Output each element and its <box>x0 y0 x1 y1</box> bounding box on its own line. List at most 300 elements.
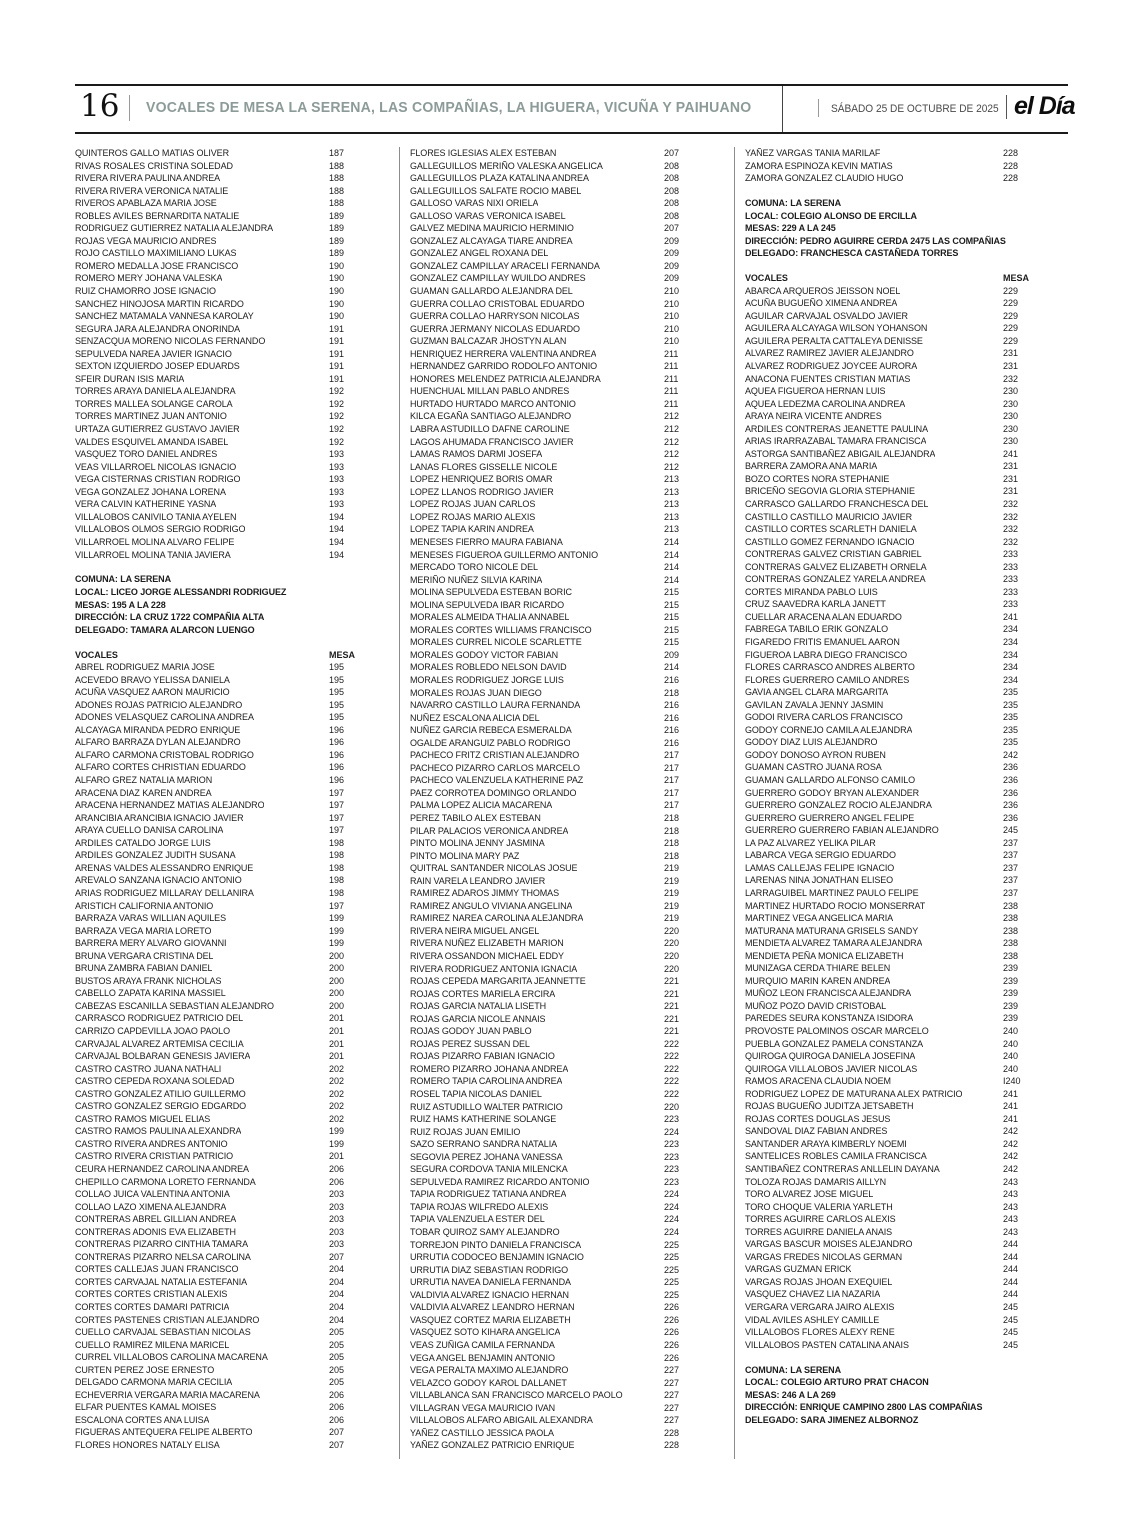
mesa-number: 238 <box>1003 925 1019 936</box>
vocal-name: ROJAS VEGA MAURICIO ANDRES <box>75 235 217 246</box>
table-row <box>410 498 702 511</box>
vocal-name: CONTRERAS GALVEZ CRISTIAN GABRIEL <box>745 549 922 560</box>
mesa-number: 213 <box>664 486 680 497</box>
table-row <box>745 1188 1041 1201</box>
mesa-number: 210 <box>664 298 680 309</box>
table-row <box>410 825 702 838</box>
vocal-name: GALVEZ MEDINA MAURICIO HERMINIO <box>410 223 574 234</box>
table-row <box>410 298 702 311</box>
mesa-number: 244 <box>1003 1289 1019 1300</box>
table-row <box>410 436 702 449</box>
vocal-name: RIVAS ROSALES CRISTINA SOLEDAD <box>75 160 233 171</box>
vocal-name: SEGURA JARA ALEJANDRA ONORINDA <box>75 323 241 334</box>
table-row <box>410 812 702 825</box>
mesa-number: 193 <box>329 486 345 497</box>
mesa-number: 210 <box>664 286 680 297</box>
mesa-number: 233 <box>1003 599 1019 610</box>
mesa-number: 215 <box>664 587 680 598</box>
mesa-number: 219 <box>664 913 680 924</box>
table-row <box>75 1276 367 1289</box>
vocal-name: BRUNA VERGARA CRISTINA DEL <box>75 950 214 961</box>
table-row <box>745 548 1041 561</box>
vocal-name: VASQUEZ CORTEZ MARIA ELIZABETH <box>410 1314 571 1325</box>
table-row <box>410 1389 702 1402</box>
mesa-number: 207 <box>329 1440 345 1451</box>
mesa-number: 203 <box>329 1214 345 1225</box>
mesa-number: 212 <box>664 449 680 460</box>
vocal-name: CASTRO RIVERA CRISTIAN PATRICIO <box>75 1151 234 1162</box>
vocal-name: FLORES IGLESIAS ALEX ESTEBAN <box>410 148 557 158</box>
mesa-number: 226 <box>664 1327 680 1338</box>
vocal-name: GUERRERO GUERRERO FABIAN ALEJANDRO <box>745 825 939 836</box>
table-row <box>410 210 702 223</box>
table-row <box>410 1213 702 1226</box>
mesa-number: 239 <box>1003 1000 1019 1011</box>
vocal-name: MENESES FIERRO MAURA FABIANA <box>410 536 563 547</box>
table-row <box>410 900 702 913</box>
table-row <box>410 1339 702 1352</box>
mesa-number: 212 <box>664 436 680 447</box>
table-row <box>410 523 702 536</box>
vocal-name: TOLOZA ROJAS DAMARIS AILLYN <box>745 1176 887 1187</box>
mesa-number: 232 <box>1003 499 1019 509</box>
mesa-number: 192 <box>329 411 345 422</box>
table-row <box>745 1213 1041 1226</box>
vocal-name: FIGUEROA LABRA DIEGO FRANCISCO <box>745 649 908 660</box>
vocal-name: VILLALOBOS PASTEN CATALINA ANAIS <box>745 1339 909 1350</box>
vocal-name: VILLALOBOS CANIVILO TANIA AYELEN <box>75 511 237 522</box>
vocal-name: TORO ALVAREZ JOSE MIGUEL <box>745 1189 874 1200</box>
table-row <box>75 1050 367 1063</box>
mesa-number: 223 <box>664 1114 680 1125</box>
vocal-name: QUITRAL SANTANDER NICOLAS JOSUE <box>410 863 578 874</box>
mesa-number: 243 <box>1003 1201 1019 1212</box>
vocal-name: HUENCHUAL MILLAN PABLO ANDRES <box>410 386 570 397</box>
table-row <box>410 185 702 198</box>
mesa-number: 234 <box>1003 662 1019 673</box>
vocal-name: ACUÑA VASQUEZ AARON MAURICIO <box>75 687 230 698</box>
table-row <box>410 1226 702 1239</box>
vocal-name: ARDILES CONTRERAS JEANETTE PAULINA <box>745 423 928 434</box>
mesa-number: 213 <box>664 524 680 535</box>
table-row <box>410 1352 702 1365</box>
info-line: MESAS: 195 A LA 228 <box>75 599 166 610</box>
mesa-number: 231 <box>1003 461 1019 472</box>
vocal-name: GUERRERO GONZALEZ ROCIO ALEJANDRA <box>745 800 932 811</box>
vocal-name: FLORES HONORES NATALY ELISA <box>75 1440 220 1451</box>
table-row <box>75 1226 367 1239</box>
mesa-number: 220 <box>664 1101 680 1112</box>
column-divider-2 <box>734 147 735 1459</box>
vocal-name: ANACONA FUENTES CRISTIAN MATIAS <box>745 373 911 384</box>
mesa-number: 228 <box>1003 148 1019 158</box>
vocal-name: ABARCA ARQUEROS JEISSON NOEL <box>745 285 901 296</box>
vocal-name: URRUTIA NAVEA DANIELA FERNANDA <box>410 1277 571 1288</box>
mesa-number: 225 <box>664 1239 680 1250</box>
mesa-number: 230 <box>1003 423 1019 434</box>
table-row <box>745 699 1041 712</box>
mesa-number: 212 <box>664 424 680 435</box>
mesa-number: 218 <box>664 838 680 849</box>
mesa-number: 232 <box>1003 524 1019 535</box>
vocal-name: CASTRO RAMOS MIGUEL ELIAS <box>75 1113 211 1124</box>
vocal-name: MARTINEZ VEGA ANGELICA MARIA <box>745 913 894 924</box>
table-row <box>410 1163 702 1176</box>
mesa-number: 202 <box>329 1076 345 1087</box>
table-row <box>410 649 702 662</box>
table-row <box>745 874 1041 887</box>
mesa-number: 208 <box>664 210 680 221</box>
vocal-name: ALFARO CARMONA CRISTOBAL RODRIGO <box>75 749 254 760</box>
table-row <box>410 1151 702 1164</box>
mesa-number: 204 <box>329 1314 345 1325</box>
vocal-name: CASTRO GONZALEZ ATILIO GUILLERMO <box>75 1088 246 1099</box>
mesa-number: 207 <box>664 148 680 158</box>
vocal-name: MORALES CORTES WILLIAMS FRANCISCO <box>410 624 592 635</box>
vocal-name: FIGAREDO FRITIS EMANUEL AARON <box>745 637 900 648</box>
vocal-name: CASTRO RAMOS PAULINA ALEXANDRA <box>75 1126 242 1137</box>
mesa-number: 216 <box>664 712 680 723</box>
table-row <box>745 310 1041 323</box>
vocal-name: ALFARO BARRAZA DYLAN ALEJANDRO <box>75 737 241 748</box>
table-row <box>745 498 1041 511</box>
table-row <box>410 285 702 298</box>
table-row <box>75 1426 367 1439</box>
mesa-header-label: MESA <box>1003 273 1030 284</box>
table-row <box>745 473 1041 486</box>
table-row <box>75 686 367 699</box>
table-row <box>75 1163 367 1176</box>
vocal-name: ABREL RODRIGUEZ MARIA JOSE <box>75 662 215 673</box>
mesa-number: 199 <box>329 925 345 936</box>
mesa-number: 192 <box>329 424 345 435</box>
mesa-number: 239 <box>1003 988 1019 999</box>
vocal-name: SANTELICES ROBLES CAMILA FRANCISCA <box>745 1151 927 1162</box>
vocal-name: SEGURA CORDOVA TANIA MILENCKA <box>410 1164 568 1175</box>
vocal-name: ROSEL TAPIA NICOLAS DANIEL <box>410 1089 542 1100</box>
vocal-name: SANCHEZ MATAMALA VANNESA KAROLAY <box>75 311 254 322</box>
table-row <box>75 1150 367 1163</box>
table-row <box>410 310 702 323</box>
table-row <box>75 298 367 311</box>
mesa-number: 209 <box>664 649 680 660</box>
mesa-number: 203 <box>329 1201 345 1212</box>
table-row <box>75 799 367 812</box>
vocal-name: ROJAS CEPEDA MARGARITA JEANNETTE <box>410 976 586 987</box>
table-row <box>410 749 702 762</box>
mesa-number: 224 <box>664 1126 680 1137</box>
mesa-number: 241 <box>1003 1088 1019 1099</box>
mesa-number: 226 <box>664 1302 680 1313</box>
table-row <box>410 1113 702 1126</box>
vocal-name: HENRIQUEZ HERRERA VALENTINA ANDREA <box>410 348 597 359</box>
table-row <box>410 410 702 423</box>
header-top-rule <box>75 84 1068 86</box>
mesa-number: 211 <box>664 386 679 397</box>
table-row <box>745 736 1041 749</box>
vocal-name: ROMERO TAPIA CAROLINA ANDREA <box>410 1076 563 1087</box>
vocal-name: RAMIREZ ADAROS JIMMY THOMAS <box>410 888 559 899</box>
table-row <box>75 962 367 975</box>
mesa-number: 198 <box>329 887 345 898</box>
vocal-name: VIDAL AVILES ASHLEY CAMILLE <box>745 1314 880 1325</box>
vocal-name: ARIAS IRARRAZABAL TAMARA FRANCISCA <box>745 436 927 447</box>
table-row <box>410 774 702 787</box>
mesa-number: 234 <box>1003 649 1019 660</box>
vocal-name: PALMA LOPEZ ALICIA MACARENA <box>410 800 553 811</box>
table-row <box>75 1389 367 1402</box>
vocal-name: VALDIVIA ALVAREZ IGNACIO HERNAN <box>410 1289 569 1300</box>
table-row <box>75 1025 367 1038</box>
table-row <box>745 598 1041 611</box>
vocal-name: ROJO CASTILLO MAXIMILIANO LUKAS <box>75 248 237 259</box>
vocal-name: LAGOS AHUMADA FRANCISCO JAVIER <box>410 436 574 447</box>
mesa-number: 233 <box>1003 574 1019 585</box>
vocal-name: MUÑOZ POZO DAVID CRISTOBAL <box>745 1000 887 1011</box>
mesa-number: 211 <box>664 398 679 409</box>
mesa-number: 199 <box>329 913 345 924</box>
vocal-name: CURTEN PEREZ JOSE ERNESTO <box>75 1364 215 1375</box>
table-row <box>410 1264 702 1277</box>
mesa-number: 237 <box>1003 875 1019 886</box>
mesa-number: 204 <box>329 1276 345 1287</box>
mesa-number: 216 <box>664 674 680 685</box>
table-row <box>745 285 1041 298</box>
section-title: VOCALES DE MESA LA SERENA, LAS COMPAÑIAS, LA HIGUERA, VICUÑA Y PAIHUANO <box>146 100 752 116</box>
vocal-name: CARRASCO GALLARDO FRANCHESCA DEL <box>745 499 929 509</box>
table-row <box>410 448 702 461</box>
table-row <box>75 473 367 486</box>
table-row <box>745 975 1041 988</box>
table-row <box>410 461 702 474</box>
table-row <box>410 1377 702 1390</box>
mesa-number: 225 <box>664 1264 680 1275</box>
mesa-number: 198 <box>329 862 345 873</box>
table-row <box>75 661 367 674</box>
vocal-name: RUIZ CHAMORRO JOSE IGNACIO <box>75 286 216 297</box>
table-row <box>745 485 1041 498</box>
table-row <box>75 1063 367 1076</box>
vocal-name: LOPEZ LLANOS RODRIGO JAVIER <box>410 486 554 497</box>
vocal-name: MORALES RODRIGUEZ JORGE LUIS <box>410 674 564 685</box>
mesa-number: 188 <box>329 198 345 209</box>
vocal-name: ROJAS GODOY JUAN PABLO <box>410 1026 532 1037</box>
mesa-number: 235 <box>1003 712 1019 723</box>
info-line: LOCAL: COLEGIO ARTURO PRAT CHACON <box>745 1377 929 1388</box>
mesa-number: 200 <box>329 1000 345 1011</box>
mesa-number: 192 <box>329 398 345 409</box>
table-row <box>745 1288 1041 1301</box>
vocal-name: MATURANA MATURANA GRISELS SANDY <box>745 925 919 936</box>
vocal-name: RUIZ ROJAS JUAN EMILIO <box>410 1126 521 1137</box>
mesa-number: 209 <box>664 273 680 284</box>
table-row <box>75 511 367 524</box>
vocal-name: KILCA EGAÑA SANTIAGO ALEJANDRO <box>410 411 572 422</box>
mesa-number: 236 <box>1003 775 1019 786</box>
table-row <box>75 285 367 298</box>
mesa-number: 199 <box>329 938 345 949</box>
table-row <box>410 1088 702 1101</box>
vocal-name: CASTRO CASTRO JUANA NATHALI <box>75 1063 222 1074</box>
mesa-number: 238 <box>1003 913 1019 924</box>
table-row <box>75 323 367 336</box>
vocal-name: LOPEZ TAPIA KARIN ANDREA <box>410 524 534 535</box>
mesa-number: 234 <box>1003 674 1019 685</box>
vocal-name: VARGAS GUZMAN ERICK <box>745 1264 852 1275</box>
vocal-name: MORALES ROJAS JUAN DIEGO <box>410 687 542 698</box>
table-row <box>745 887 1041 900</box>
table-row <box>75 1125 367 1138</box>
table-row <box>75 549 367 562</box>
vocal-name: ARIAS RODRIGUEZ MILLARAY DELLANIRA <box>75 887 254 898</box>
table-row <box>745 322 1041 335</box>
table-row <box>75 486 367 499</box>
vocal-name: GONZALEZ CAMPILLAY ARACELI FERNANDA <box>410 260 600 271</box>
vocal-name: CONTRERAS GONZALEZ YARELA ANDREA <box>745 574 926 585</box>
mesa-number: 202 <box>329 1113 345 1124</box>
mesa-number: 227 <box>664 1390 680 1401</box>
table-row <box>745 435 1041 448</box>
vocal-name: VILLARROEL MOLINA ALVARO FELIPE <box>75 536 235 547</box>
table-row <box>745 862 1041 875</box>
table-row <box>75 1364 367 1377</box>
table-row <box>745 674 1041 687</box>
table-row <box>745 573 1041 586</box>
table-row <box>75 260 367 273</box>
table-row <box>75 887 367 900</box>
mesa-number: 196 <box>329 762 345 773</box>
table-row <box>745 812 1041 825</box>
mesa-number: 219 <box>664 900 680 911</box>
table-row <box>410 1201 702 1214</box>
mesa-number: 237 <box>1003 862 1019 873</box>
vocal-name: ZAMORA ESPINOZA KEVIN MATIAS <box>745 160 893 171</box>
vocal-name: CRUZ SAAVEDRA KARLA JANETT <box>745 599 886 610</box>
table-row <box>745 160 1041 173</box>
polling-place-info-block <box>745 197 1041 260</box>
vocal-name: ARAYA NEIRA VICENTE ANDRES <box>745 411 882 422</box>
mesa-number: 191 <box>329 323 345 334</box>
table-row <box>745 347 1041 360</box>
vocal-name: ARANCIBIA ARANCIBIA IGNACIO JAVIER <box>75 812 244 823</box>
vocal-name: PROVOSTE PALOMINOS OSCAR MARCELO <box>745 1025 929 1036</box>
table-row <box>410 1101 702 1114</box>
table-row <box>75 1088 367 1101</box>
table-row <box>75 1075 367 1088</box>
mesa-number: 238 <box>1003 938 1019 949</box>
table-row <box>75 310 367 323</box>
table-row <box>410 348 702 361</box>
table-row <box>745 586 1041 599</box>
table-row <box>75 335 367 348</box>
vocal-name: GUAMAN GALLARDO ALEJANDRA DEL <box>410 286 573 297</box>
table-row <box>75 1038 367 1051</box>
vocal-name: FLORES CARRASCO ANDRES ALBERTO <box>745 662 915 673</box>
mesa-number: 221 <box>664 1001 680 1012</box>
vocal-name: RIVERA RODRIGUEZ ANTONIA IGNACIA <box>410 963 578 974</box>
mesa-number: 243 <box>1003 1214 1019 1225</box>
table-row <box>745 1326 1041 1339</box>
vocal-name: FLORES GUERRERO CAMILO ANDRES <box>745 674 910 685</box>
table-row <box>410 1013 702 1026</box>
polling-place-info-block <box>745 1364 1041 1427</box>
mesa-number: 208 <box>664 185 680 196</box>
mesa-number: 206 <box>329 1176 345 1187</box>
table-row <box>745 950 1041 963</box>
mesa-number: 230 <box>1003 386 1019 397</box>
vocal-name: DELGADO CARMONA MARIA CECILIA <box>75 1377 233 1388</box>
table-row <box>745 1150 1041 1163</box>
header-divider-4 <box>1006 95 1007 119</box>
mesa-number: 188 <box>329 173 345 184</box>
vocal-name: GALLOSO VARAS VERONICA ISABEL <box>410 210 566 221</box>
mesa-number: 197 <box>329 812 345 823</box>
vocal-name: GONZALEZ ALCAYAGA TIARE ANDREA <box>410 235 573 246</box>
mesa-number: 191 <box>329 373 345 384</box>
table-row <box>75 874 367 887</box>
table-row <box>745 523 1041 536</box>
info-line: COMUNA: LA SERENA <box>745 1364 841 1375</box>
table-row <box>745 1176 1041 1189</box>
vocal-name: CONTRERAS ABREL GILLIAN ANDREA <box>75 1214 237 1225</box>
mesa-number: 220 <box>664 963 680 974</box>
vocal-name: ROJAS PIZARRO FABIAN IGNACIO <box>410 1051 555 1062</box>
vocal-name: CONTRERAS ADONIS EVA ELIZABETH <box>75 1226 236 1237</box>
mesa-number: 219 <box>664 875 680 886</box>
mesa-number: 191 <box>329 361 345 372</box>
mesa-number: 214 <box>664 549 680 560</box>
table-row <box>745 611 1041 624</box>
mesa-number: 241 <box>1003 448 1019 459</box>
table-row <box>410 636 702 649</box>
mesa-number: 208 <box>664 173 680 184</box>
table-row <box>745 711 1041 724</box>
vocal-name: YAÑEZ VARGAS TANIA MARILAF <box>745 148 881 158</box>
table-row <box>410 1276 702 1289</box>
table-row <box>75 674 367 687</box>
vocal-name: ELFAR PUENTES KAMAL MOISES <box>75 1402 217 1413</box>
mesa-number: 245 <box>1003 1302 1019 1312</box>
vocal-name: GAVIA ANGEL CLARA MARGARITA <box>745 687 889 698</box>
vocal-name: AQUEA LEDEZMA CAROLINA ANDREA <box>745 398 906 409</box>
mesa-number: 196 <box>329 749 345 760</box>
mesa-number: 189 <box>329 223 345 234</box>
mesa-number: 190 <box>329 298 345 309</box>
mesa-number: 217 <box>664 762 680 773</box>
vocal-name: VILLARROEL MOLINA TANIA JAVIERA <box>75 549 231 560</box>
table-row <box>410 373 702 386</box>
mesa-number: 195 <box>329 662 345 673</box>
table-row <box>745 799 1041 812</box>
table-row <box>745 172 1041 185</box>
vocal-name: AREVALO SANZANA IGNACIO ANTONIO <box>75 875 242 886</box>
mesa-number: 190 <box>329 311 345 322</box>
mesa-number: 205 <box>329 1339 345 1350</box>
vocal-name: RIVEROS APABLAZA MARIA JOSE <box>75 198 217 209</box>
vocal-name: MUNIZAGA CERDA THIARE BELEN <box>745 963 891 974</box>
vocal-name: RAMIREZ ANGULO VIVIANA ANGELINA <box>410 900 573 911</box>
table-row <box>75 423 367 436</box>
mesa-header-label: MESA <box>329 649 356 660</box>
mesa-number: 230 <box>1003 411 1019 422</box>
mesa-number: 245 <box>1003 1339 1019 1350</box>
table-row <box>75 1251 367 1264</box>
table-row <box>410 1188 702 1201</box>
table-row <box>75 724 367 737</box>
mesa-number: 241 <box>1003 1113 1019 1124</box>
vocal-name: ADONES ROJAS PATRICIO ALEJANDRO <box>75 699 243 710</box>
mesa-number: 216 <box>664 700 680 711</box>
